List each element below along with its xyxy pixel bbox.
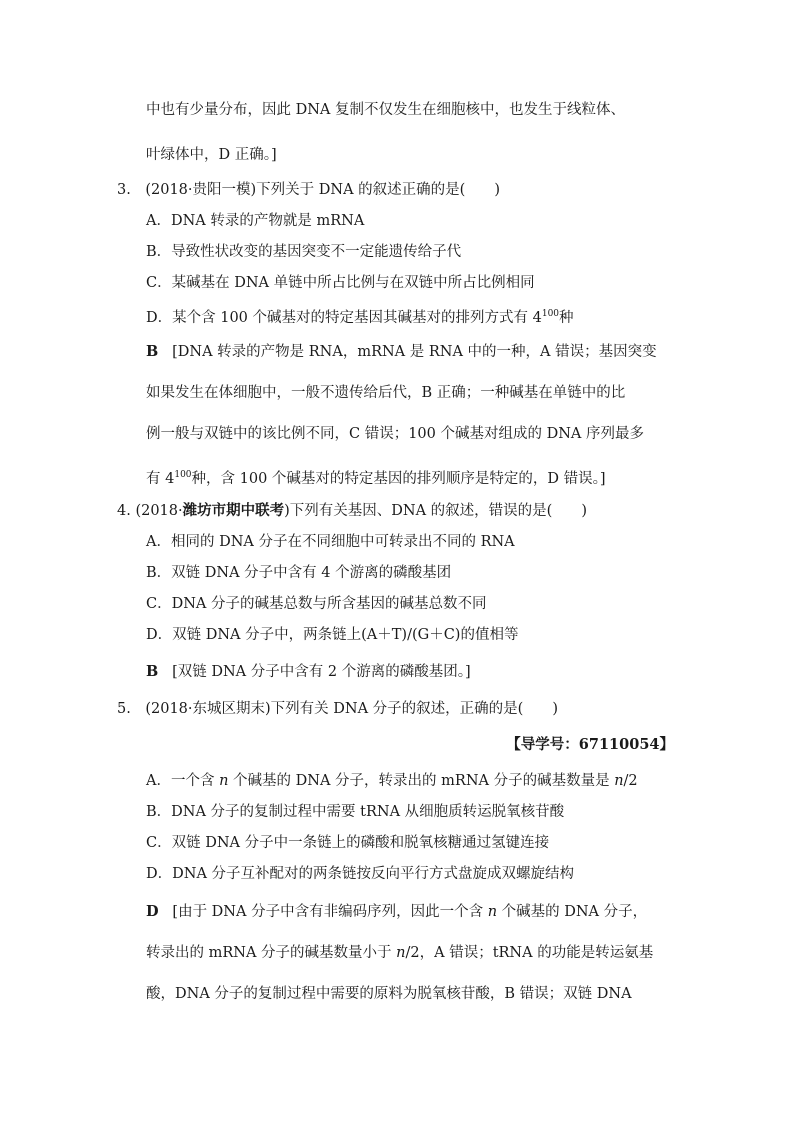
question-5-stem: 5. (2018·东城区期末)下列有关 DNA 分子的叙述，正确的是( )	[117, 701, 558, 717]
continued-text-line-2: 叶绿体中，D 正确。]	[146, 147, 277, 163]
question-3-option-d: D．某个含 100 个碱基对的特定基因其碱基对的排列方式有 $4^{100}$种	[146, 309, 574, 326]
question-4-answer: B [双链 DNA 分子中含有 2 个游离的磷酸基团。]	[146, 663, 471, 680]
guide-number: 【导学号：67110054】	[506, 736, 674, 753]
question-5-answer-line-2: 转录出的 mRNA 分子的碱基数量小于 n/2，A 错误；tRNA 的功能是转运氨基	[146, 945, 654, 961]
answer-letter: B	[146, 663, 159, 680]
question-4-option-b: B．双链 DNA 分子中含有 4 个游离的磷酸基团	[146, 565, 452, 581]
question-4-option-d: D．双链 DNA 分子中，两条链上(A＋T)/(G＋C)的值相等	[146, 627, 519, 643]
question-3-answer-line-3: 例一般与双链中的该比例不同，C 错误；100 个碱基对组成的 DNA 序列最多	[146, 426, 644, 442]
question-5-answer-line-3: 酸，DNA 分子的复制过程中需要的原料为脱氧核苷酸，B 错误；双链 DNA	[146, 986, 632, 1002]
question-3-option-c: C．某碱基在 DNA 单链中所占比例与在双链中所占比例相同	[146, 275, 535, 291]
answer-letter: D	[146, 903, 159, 920]
question-4-source: 潍坊市期中联考	[182, 502, 285, 519]
question-5-answer-line-1: D [由于 DNA 分子中含有非编码序列，因此一个含 n 个碱基的 DNA 分子，	[146, 903, 648, 920]
question-5-option-c: C．双链 DNA 分子中一条链上的磷酸和脱氧核糖通过氢键连接	[146, 835, 550, 851]
question-3-answer-line-2: 如果发生在体细胞中，一般不遗传给后代，B 正确；一种碱基在单链中的比	[146, 385, 626, 401]
question-4-stem: 4. (2018·潍坊市期中联考)下列有关基因、DNA 的叙述，错误的是( )	[117, 502, 587, 519]
answer-letter: B	[146, 343, 159, 360]
question-3-stem: 3. (2018·贵阳一模)下列关于 DNA 的叙述正确的是( )	[117, 182, 500, 198]
question-3-answer-line-1: B [DNA 转录的产物是 RNA，mRNA 是 RNA 中的一种，A 错误；基因突变	[146, 343, 657, 360]
question-4-option-c: C．DNA 分子的碱基总数与所含基因的碱基总数不同	[146, 596, 487, 612]
question-4-option-a: A．相同的 DNA 分子在不同细胞中可转录出不同的 RNA	[146, 534, 515, 550]
question-5-option-a: A．一个含 n 个碱基的 DNA 分子，转录出的 mRNA 分子的碱基数量是 n/2	[146, 773, 638, 789]
question-5-option-d: D．DNA 分子互补配对的两条链按反向平行方式盘旋成双螺旋结构	[146, 866, 575, 882]
question-3-option-a: A．DNA 转录的产物就是 mRNA	[146, 213, 365, 229]
question-3-answer-line-4: 有 $4^{100}$种，含 100 个碱基对的特定基因的排列顺序是特定的，D 错误。]	[146, 470, 606, 487]
question-3-option-b: B．导致性状改变的基因突变不一定能遗传给子代	[146, 244, 462, 260]
question-5-option-b: B．DNA 分子的复制过程中需要 tRNA 从细胞质转运脱氧核苷酸	[146, 804, 565, 820]
continued-text-line-1: 中也有少量分布，因此 DNA 复制不仅发生在细胞核中，也发生于线粒体、	[146, 102, 625, 118]
